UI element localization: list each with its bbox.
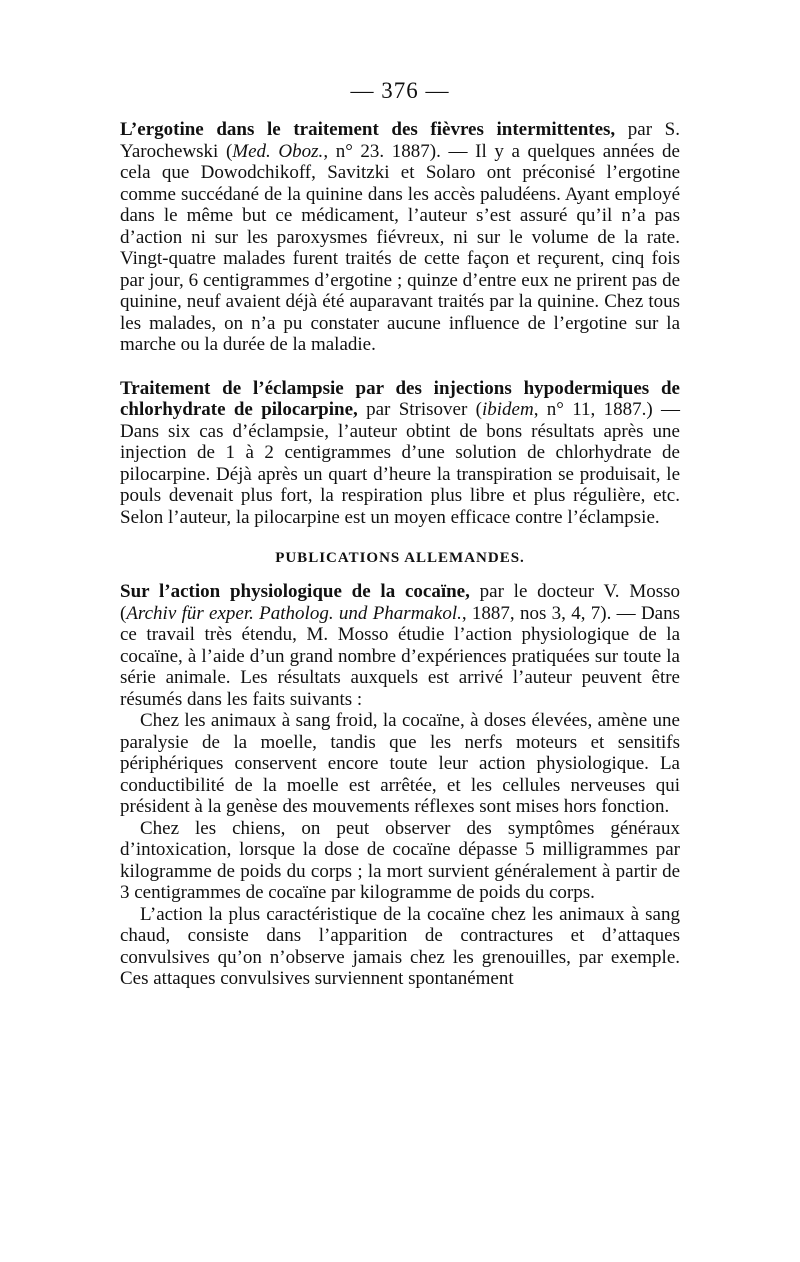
article-body: , n° 11, 1887.) — Dans six cas d’éclampsie, l’auteur obtint de bons résultats après une injection de 1 à 2 centigrammes d’une solution de chlorhydrate de pilocarpine. Déjà après un quart d’heure la transpiration se produisait, le pouls devenait plus fort, la respiration plus libre et plus régulière, etc. Selon l’auteur, la pilocarpine est un moyen efficace contre l’éclampsie. bbox=[120, 399, 680, 528]
article-body: , 1887, nos 3, 4, 7). — Dans ce travail très étendu, M. Mosso étudie l’action physiologique de la cocaïne, à l’aide d’un grand nombre d’expériences pratiquées sur toute la série animale. Les résultats auxquels est arrivé l’auteur peuvent être résumés dans les faits suivants : bbox=[120, 602, 680, 710]
article-author: par S. Yarochewski ( bbox=[120, 119, 680, 162]
article-source: ibidem bbox=[481, 399, 534, 420]
paragraph: Chez les chiens, on peut observer des symptômes généraux d’intoxication, lorsque la dose de cocaïne dépasse 5 milligrammes par kilogramme de poids du corps ; la mort survient généralement à partir de 3 centigrammes de cocaïne par kilogramme de poids du corps. bbox=[120, 817, 680, 903]
article-source: Med. Oboz. bbox=[232, 140, 324, 162]
article-source: Archiv für exper. Patholog. und Pharmakol. bbox=[126, 602, 462, 624]
page-number: — 376 — bbox=[350, 78, 450, 103]
section-heading: PUBLICATIONS ALLEMANDES. bbox=[275, 550, 525, 566]
article-body: , n° 23. 1887). — Il y a quelques années de cela que Dowodchikoff, Savitzki et Solaro ont préconisé l’ergotine comme succédané de la quinine dans les accès paludéens. Ayant employé dans le même but ce médicament, l’auteur s’est assuré qu’il n’a pas d’action ni sur les paroxysmes fiévreux, ni sur le volume de la rate. Vingt-quatre malades furent traités de cette façon et reçurent, cinq fois par jour, 6 centigrammes d’ergotine ; quinze d’entre eux ne prirent pas de quinine, neuf avaient déjà été auparavant traités par la quinine. Chez tous les malades, on n’a pu constater aucune influence de l’ergotine sur la marche ou la durée de la maladie. bbox=[120, 140, 680, 355]
article-eclampsie bbox=[120, 378, 680, 529]
article-title: Sur l’action physiologique de la cocaïne, bbox=[120, 581, 470, 602]
article-cocaine bbox=[120, 581, 680, 710]
paragraph: L’action la plus caractéristique de la cocaïne chez les animaux à sang chaud, consiste dans l’apparition de contractures et d’attaques convulsives qu’on n’observe jamais chez les grenouilles, par exemple. Ces attaques convulsives surviennent spontanément bbox=[120, 903, 680, 989]
paragraph: Chez les animaux à sang froid, la cocaïne, à doses élevées, amène une paralysie de la moelle, tandis que les nerfs moteurs et sensitifs périphériques conservent encore toute leur action physiologique. La conductibilité de la moelle est arrêtée, et les cellules nerveuses qui président à la genèse des mouvements réflexes sont mises hors fonction. bbox=[120, 710, 680, 817]
article-author: par Strisover ( bbox=[357, 399, 482, 420]
article-title: Traitement de l’éclampsie par des injections hypodermiques de chlorhydrate de pilocarpine, bbox=[120, 377, 680, 420]
article-ergotine bbox=[120, 119, 680, 356]
article-title: L’ergotine dans le traitement des fièvres intermittentes, bbox=[120, 119, 616, 140]
article-author: par le docteur V. Mosso ( bbox=[120, 581, 681, 624]
